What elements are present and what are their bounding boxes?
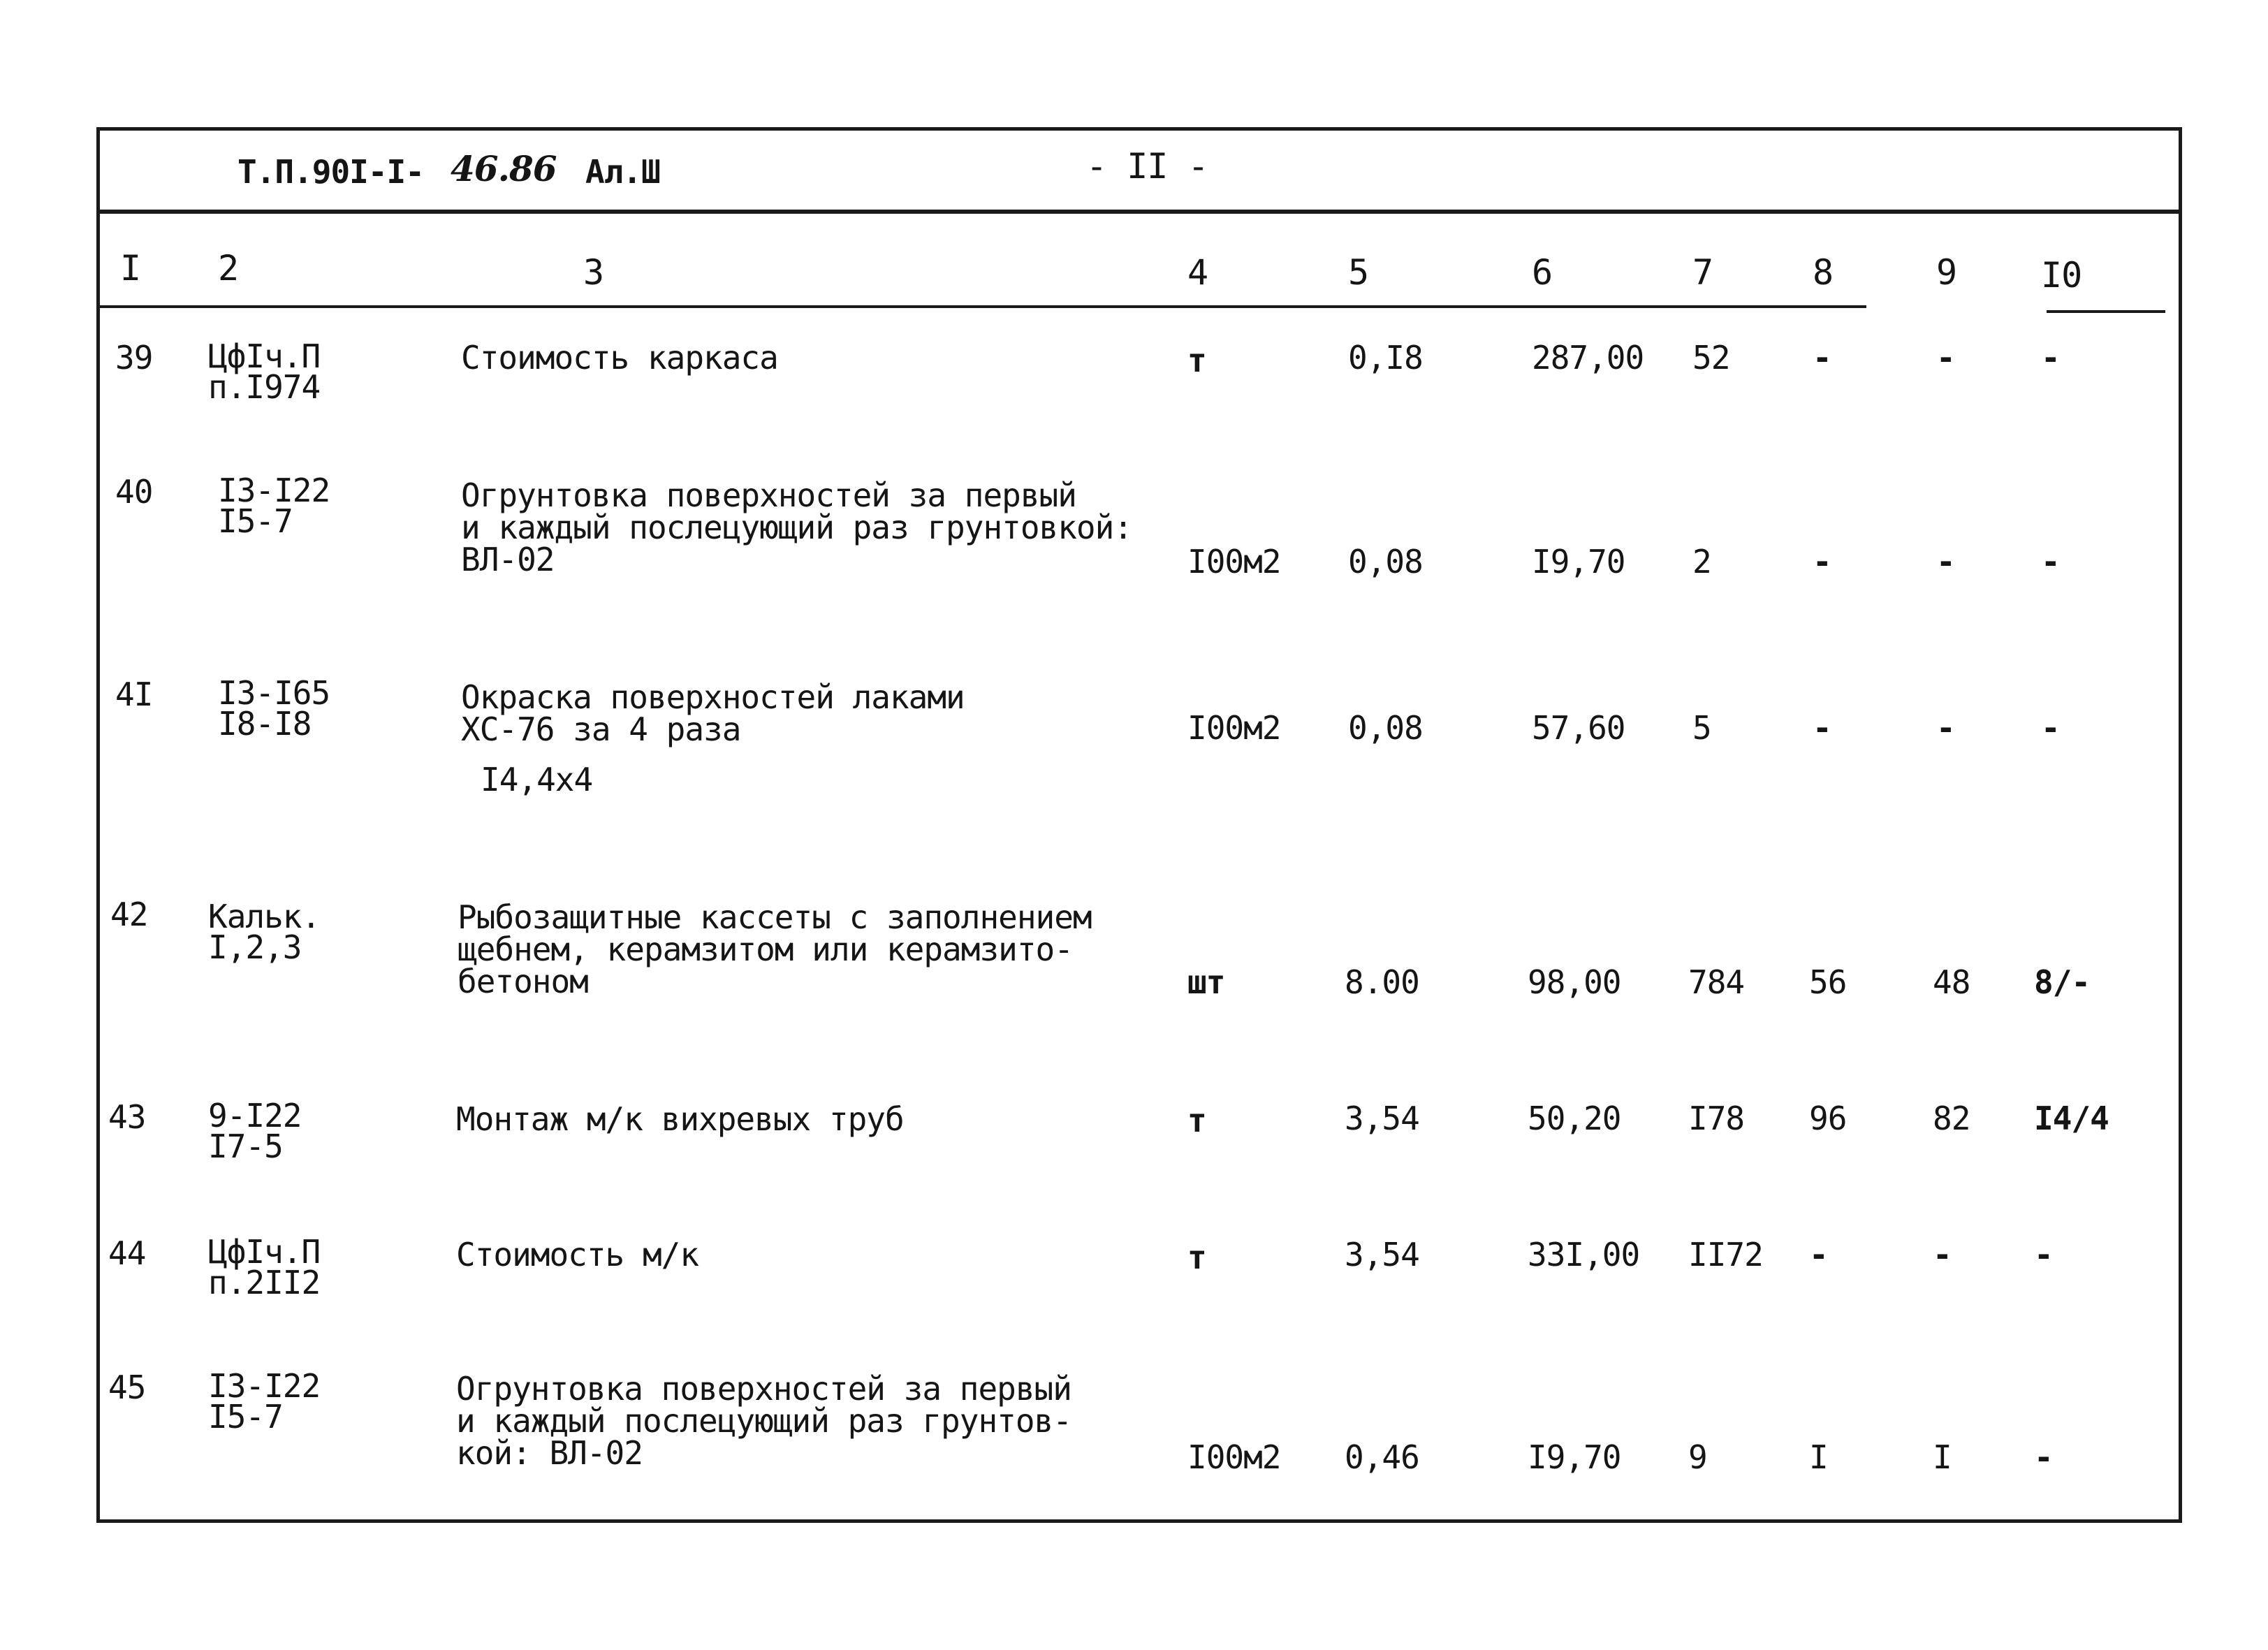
row-code: I3-I22 I5-7	[208, 1367, 321, 1436]
col-header-4: 4	[1187, 252, 1208, 293]
row-number: 42	[110, 896, 148, 933]
row-col10: I4/4	[2034, 1100, 2109, 1137]
row-number: 44	[108, 1234, 146, 1272]
row-number: 43	[108, 1098, 146, 1136]
row-col8: -	[1809, 1236, 1828, 1273]
row-number: 45	[108, 1368, 146, 1406]
row-number: 39	[115, 339, 153, 377]
row-quantity: 0,08	[1348, 543, 1423, 581]
col-header-5: 5	[1348, 252, 1369, 293]
row-col9: -	[1933, 1236, 1952, 1273]
row-col7: 9	[1688, 1438, 1707, 1476]
row-description: Рыбозащитные кассеты с заполнением щебнем, керамзитом или керамзито- бетоном	[458, 898, 1092, 1000]
row-col9: I	[1933, 1438, 1952, 1476]
col-header-6: 6	[1532, 252, 1553, 293]
row-number: 4I	[115, 676, 153, 713]
row-code: 9-I22 I7-5	[208, 1097, 302, 1165]
doc-code-suffix: Ал.Ш	[585, 153, 660, 191]
row-col9: 48	[1933, 963, 1970, 1001]
row-quantity: 0,46	[1345, 1438, 1419, 1476]
row-code: I3-I22 I5-7	[218, 472, 330, 540]
row-col9: -	[1936, 543, 1955, 581]
row-col10: -	[2034, 1438, 2053, 1476]
row-col10: -	[2041, 339, 2060, 377]
row-col8: I	[1809, 1438, 1828, 1476]
row-price: 33I,00	[1528, 1236, 1640, 1273]
row-col9: -	[1936, 709, 1955, 747]
row-col7: 52	[1692, 339, 1730, 377]
row-col9: -	[1936, 339, 1955, 377]
row-number: 40	[115, 473, 153, 511]
col-header-9: 9	[1936, 252, 1957, 293]
col-header-10: I0	[2041, 255, 2082, 295]
row-col10: 8/-	[2034, 963, 2091, 1001]
column-header-underline	[99, 305, 1866, 308]
row-price: 98,00	[1528, 963, 1621, 1001]
row-code: I3-I65 I8-I8	[218, 674, 330, 743]
row-price: 50,20	[1528, 1100, 1621, 1137]
column-header-underline-right	[2047, 310, 2165, 313]
row-code: ЦфIч.П п.2II2	[208, 1233, 321, 1301]
header-divider	[96, 210, 2182, 214]
row-price: I9,70	[1532, 543, 1625, 581]
row-description: Огрунтовка поверхностей за первый и каждый послецующий раз грунтовкой: ВЛ-02	[461, 476, 1132, 578]
row-col7: 5	[1692, 709, 1711, 747]
row-quantity: 0,08	[1348, 709, 1423, 747]
row-description: Монтаж м/к вихревых труб	[456, 1100, 904, 1138]
page-frame	[96, 127, 2182, 1523]
col-header-1: I	[120, 248, 141, 289]
col-header-8: 8	[1813, 252, 1834, 293]
row-col8: 56	[1809, 963, 1847, 1001]
row-price: I9,70	[1528, 1438, 1621, 1476]
row-col8: -	[1813, 339, 1831, 377]
row-col9: 82	[1933, 1100, 1970, 1137]
row-unit: т	[1187, 342, 1206, 379]
row-unit: шт	[1187, 963, 1225, 1001]
row-col10: -	[2041, 543, 2060, 581]
row-col10: -	[2034, 1236, 2053, 1273]
row-col7: 2	[1692, 543, 1711, 581]
row-unit: I00м2	[1187, 1438, 1281, 1476]
col-header-7: 7	[1692, 252, 1713, 293]
row-quantity: 3,54	[1345, 1236, 1419, 1273]
row-col7: I78	[1688, 1100, 1745, 1137]
row-description: Окраска поверхностей лаками ХС-76 за 4 раза	[461, 678, 965, 748]
row-quantity: 8.00	[1345, 963, 1419, 1001]
row-price: 287,00	[1532, 339, 1644, 377]
row-unit: I00м2	[1187, 709, 1281, 747]
row-col7: 784	[1688, 963, 1745, 1001]
row-description: Огрунтовка поверхностей за первый и каждый послецующий раз грунтов- кой: ВЛ-02	[456, 1370, 1071, 1472]
col-header-2: 2	[218, 248, 239, 289]
row-description: Стоимость каркаса	[461, 339, 778, 377]
page-number: - II -	[1086, 146, 1208, 187]
row-note: I4,4х4	[481, 761, 593, 798]
row-quantity: 0,I8	[1348, 339, 1423, 377]
row-code: ЦфIч.П п.I974	[208, 337, 321, 406]
doc-code-prefix: Т.П.90I-I-	[237, 153, 424, 191]
row-unit: I00м2	[1187, 543, 1281, 581]
row-description: Стоимость м/к	[456, 1236, 699, 1273]
row-col10: -	[2041, 709, 2060, 747]
row-quantity: 3,54	[1345, 1100, 1419, 1137]
row-col8: 96	[1809, 1100, 1847, 1137]
row-unit: т	[1187, 1239, 1206, 1276]
row-col7: II72	[1688, 1236, 1763, 1273]
row-col8: -	[1813, 709, 1831, 747]
row-unit: т	[1187, 1102, 1206, 1139]
col-header-3: 3	[583, 252, 604, 293]
row-col8: -	[1813, 543, 1831, 581]
doc-code-handwritten: 46.86	[451, 148, 557, 189]
row-code: Кальк. I,2,3	[208, 898, 321, 966]
row-price: 57,60	[1532, 709, 1625, 747]
